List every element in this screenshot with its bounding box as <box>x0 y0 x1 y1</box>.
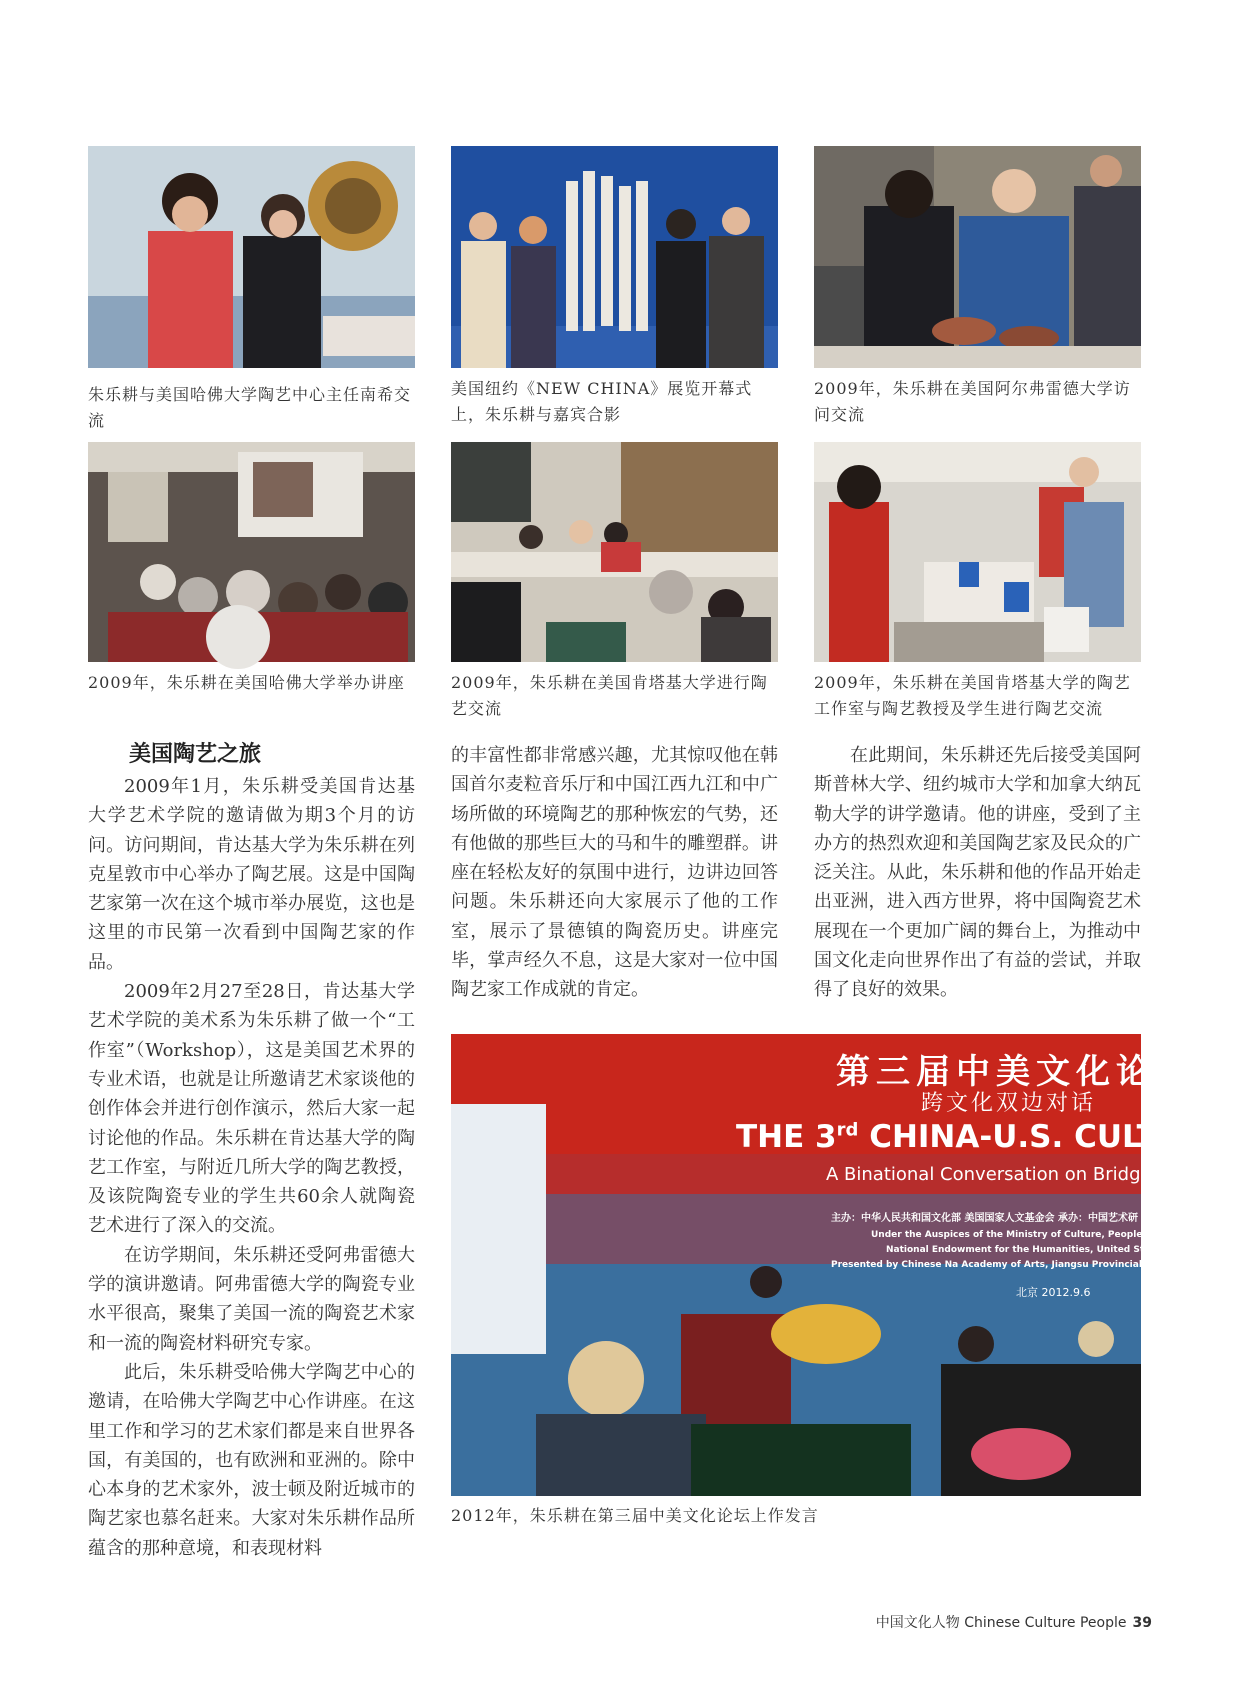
photo-harvard-ceramics-director <box>88 146 415 368</box>
photo-china-us-culture-forum <box>451 1034 1207 1496</box>
paragraph: 的丰富性都非常感兴趣，尤其惊叹他在韩国首尔麦粒音乐厅和中国江西九江和中广场所做的环境陶艺的那种恢宏的气势，还有他做的那些巨大的马和牛的雕塑群。讲座在轻松友好的氛围中进行，边讲边回答问题。朱乐耕还向大家展示了他的工作室，展示了景德镇的陶瓷历史。讲座完毕，掌声经久不息，这是大家对一位中国陶艺家工作成就的肯定。 <box>451 745 778 1001</box>
article-heading: 美国陶艺之旅 <box>129 742 262 767</box>
banner-title-en-post: CHINA-U.S. CULTUR <box>858 1119 1207 1155</box>
page-number: 39 <box>1132 1615 1152 1631</box>
photo-kentucky-exchange <box>451 442 778 662</box>
photo-kentucky-studio <box>814 442 1141 662</box>
page-footer <box>876 1612 1152 1632</box>
banner-title-en-pre: THE 3 <box>736 1119 837 1155</box>
banner-subtitle-en: A Binational Conversation on Bridging <box>826 1164 1169 1185</box>
article-column-3 <box>814 741 1141 1005</box>
banner-sponsor-en-2: National Endowment for the Humanities, United States of <box>886 1245 1180 1255</box>
photo-alfred-university-visit <box>814 146 1141 368</box>
banner-sponsor-cn: 主办：中华人民共和国文化部 美国国家人文基金会 承办：中国艺术研 <box>831 1213 1138 1224</box>
banner-title-cn: 第三届中美文化论 <box>836 1052 1156 1092</box>
caption-photo-6: 2009年，朱乐耕在美国肯塔基大学的陶艺工作室与陶艺教授及学生进行陶艺交流 <box>814 673 1131 718</box>
banner-title-en <box>736 1119 1207 1155</box>
caption-photo-5: 2009年，朱乐耕在美国肯塔基大学进行陶艺交流 <box>451 673 768 718</box>
article-column-2 <box>451 741 778 1005</box>
paragraph: 2009年1月，朱乐耕受美国肯达基大学艺术学院的邀请做为期3个月的访问。访问期间，肯达基大学为朱乐耕在列克星敦市中心举办了陶艺展。这是中国陶艺家第一次在这个城市举办展览，这也是这里的市民第一次看到中国陶艺家的作品。 <box>88 776 415 973</box>
paragraph: 在访学期间，朱乐耕还受阿弗雷德大学的演讲邀请。阿弗雷德大学的陶瓷专业水平很高，聚集了美国一流的陶瓷艺术家和一流的陶瓷材料研究专家。 <box>88 1244 415 1354</box>
caption-photo-1: 朱乐耕与美国哈佛大学陶艺中心主任南希交流 <box>88 385 412 430</box>
paragraph: 在此期间，朱乐耕还先后接受美国阿斯普林大学、纽约城市大学和加拿大纳瓦勒大学的讲学邀请。他的讲座，受到了主办方的热烈欢迎和美国陶艺家及民众的广泛关注。从此，朱乐耕和他的作品开始走出亚洲，进入西方世界，将中国陶瓷艺术展现在一个更加广阔的舞台上，为推动中国文化走向世界作出了有益的尝试，并取得了良好的效果。 <box>814 745 1141 1001</box>
banner-sponsor-en-1: Under the Auspices of the Ministry of Culture, People's Republ <box>871 1230 1190 1240</box>
banner-subtitle-cn: 跨文化双边对话 <box>921 1091 1097 1116</box>
caption-photo-2: 美国纽约《NEW CHINA》展览开幕式上，朱乐耕与嘉宾合影 <box>451 379 753 424</box>
paragraph: 2009年2月27至28日，肯达基大学艺术学院的美术系为朱乐耕了做一个“工作室”（Workshop），这是美国艺术界的专业术语，也就是让所邀请艺术家谈他的创作体会并进行创作演示，然后大家一起讨论他的作品。朱乐耕在肯达基大学的陶艺工作室，与附近几所大学的陶艺教授，及该院陶瓷专业的学生共60余人就陶瓷艺术进行了深入的交流。 <box>88 981 415 1237</box>
caption-photo-4: 2009年，朱乐耕在美国哈佛大学举办讲座 <box>88 673 405 692</box>
article-column-1 <box>88 772 415 1563</box>
photo-harvard-lecture <box>88 442 415 662</box>
publication-name: 中国文化人物 Chinese Culture People <box>875 1615 1127 1631</box>
banner-sponsor-en-3: Presented by Chinese Na Academy of Arts, Jiangsu Provincial De <box>831 1260 1159 1270</box>
banner-title-en-sup: rd <box>836 1119 859 1141</box>
paragraph: 此后，朱乐耕受哈佛大学陶艺中心的邀请，在哈佛大学陶艺中心作讲座。在这里工作和学习的艺术家们都是来自世界各国，有美国的，也有欧洲和亚洲的。除中心本身的艺术家外，波士顿及附近城市的陶艺家也慕名赶来。大家对朱乐耕作品所蕴含的那种意境，和表现材料 <box>88 1361 415 1559</box>
caption-photo-7: 2012年，朱乐耕在第三届中美文化论坛上作发言 <box>451 1506 819 1525</box>
caption-photo-3: 2009年，朱乐耕在美国阿尔弗雷德大学访问交流 <box>814 379 1131 424</box>
photo-new-china-exhibition <box>451 146 778 368</box>
banner-date-place: 北京 2012.9.6 <box>1016 1286 1091 1299</box>
